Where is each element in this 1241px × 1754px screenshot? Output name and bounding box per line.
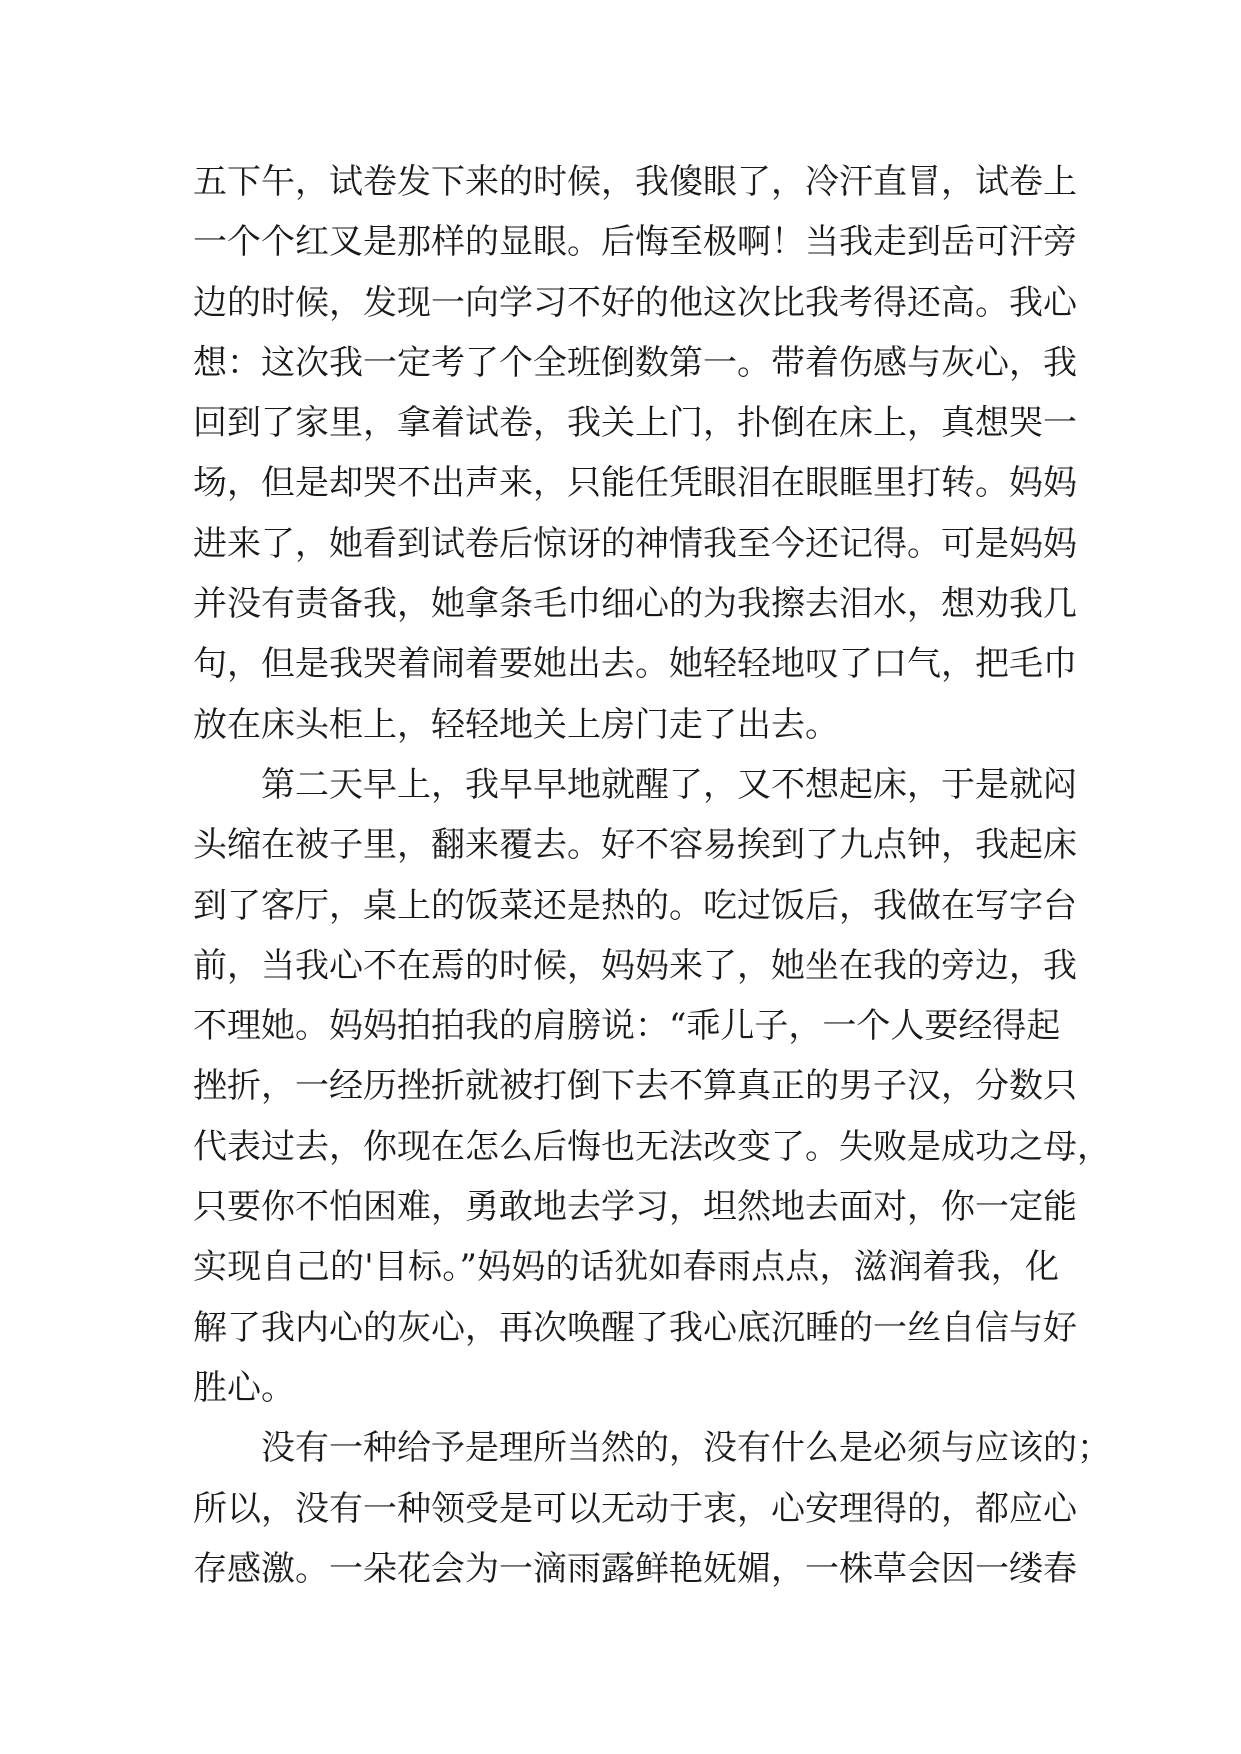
text-line: 并没有责备我，她拿条毛巾细心的为我擦去泪水，想劝我几 — [193, 584, 1077, 625]
document-body — [193, 152, 1111, 1599]
text-line: 五下午，试卷发下来的时候，我傻眼了，冷汗直冒，试卷上 — [193, 162, 1077, 202]
text-line: 放在床头柜上，轻轻地关上房门走了出去。 — [193, 704, 839, 745]
text-line: 头缩在被子里，翻来覆去。好不容易挨到了九点钟，我起床 — [193, 825, 1077, 866]
paragraph-first-line: 没有一种给予是理所当然的，没有什么是必须与应该的； — [261, 1428, 1111, 1469]
text-line: 解了我内心的灰心，再次唤醒了我心底沉睡的一丝自信与好 — [193, 1307, 1077, 1348]
text-line: 不理她。妈妈拍拍我的肩膀说：“乖儿子，一个人要经得起 — [193, 1006, 1061, 1047]
text-line: 代表过去，你现在怎么后悔也无法改变了。失败是成功之母， — [193, 1126, 1111, 1167]
text-line: 所以，没有一种领受是可以无动于衷，心安理得的，都应心 — [193, 1488, 1077, 1529]
text-line: 场，但是却哭不出声来，只能任凭眼泪在眼眶里打转。妈妈 — [193, 463, 1077, 504]
paragraph-first-line: 第二天早上，我早早地就醒了，又不想起床，于是就闷 — [261, 764, 1077, 805]
text-line: 挫折，一经历挫折就被打倒下去不算真正的男子汉，分数只 — [193, 1066, 1077, 1107]
text-line: 存感激。一朵花会为一滴雨露鲜艳妩媚，一株草会因一缕春 — [193, 1548, 1077, 1589]
text-line: 一个个红叉是那样的显眼。后悔至极啊！当我走到岳可汗旁 — [193, 222, 1077, 263]
text-line: 前，当我心不在焉的时候，妈妈来了，她坐在我的旁边，我 — [193, 945, 1077, 986]
text-line: 实现自己的'目标。”妈妈的话犹如春雨点点，滋润着我，化 — [193, 1247, 1059, 1288]
text-line: 想：这次我一定考了个全班倒数第一。带着伤感与灰心，我 — [193, 342, 1077, 383]
text-line: 进来了，她看到试卷后惊讶的神情我至今还记得。可是妈妈 — [193, 523, 1077, 564]
text-line: 边的时候，发现一向学习不好的他这次比我考得还高。我心 — [193, 282, 1077, 323]
text-line: 只要你不怕困难，勇敢地去学习，坦然地去面对，你一定能 — [193, 1187, 1077, 1228]
text-line: 回到了家里，拿着试卷，我关上门，扑倒在床上，真想哭一 — [193, 403, 1077, 444]
text-line: 句，但是我哭着闹着要她出去。她轻轻地叹了口气，把毛巾 — [193, 644, 1077, 685]
text-line: 胜心。 — [193, 1367, 295, 1408]
text-line: 到了客厅，桌上的饭菜还是热的。吃过饭后，我做在写字台 — [193, 885, 1077, 926]
